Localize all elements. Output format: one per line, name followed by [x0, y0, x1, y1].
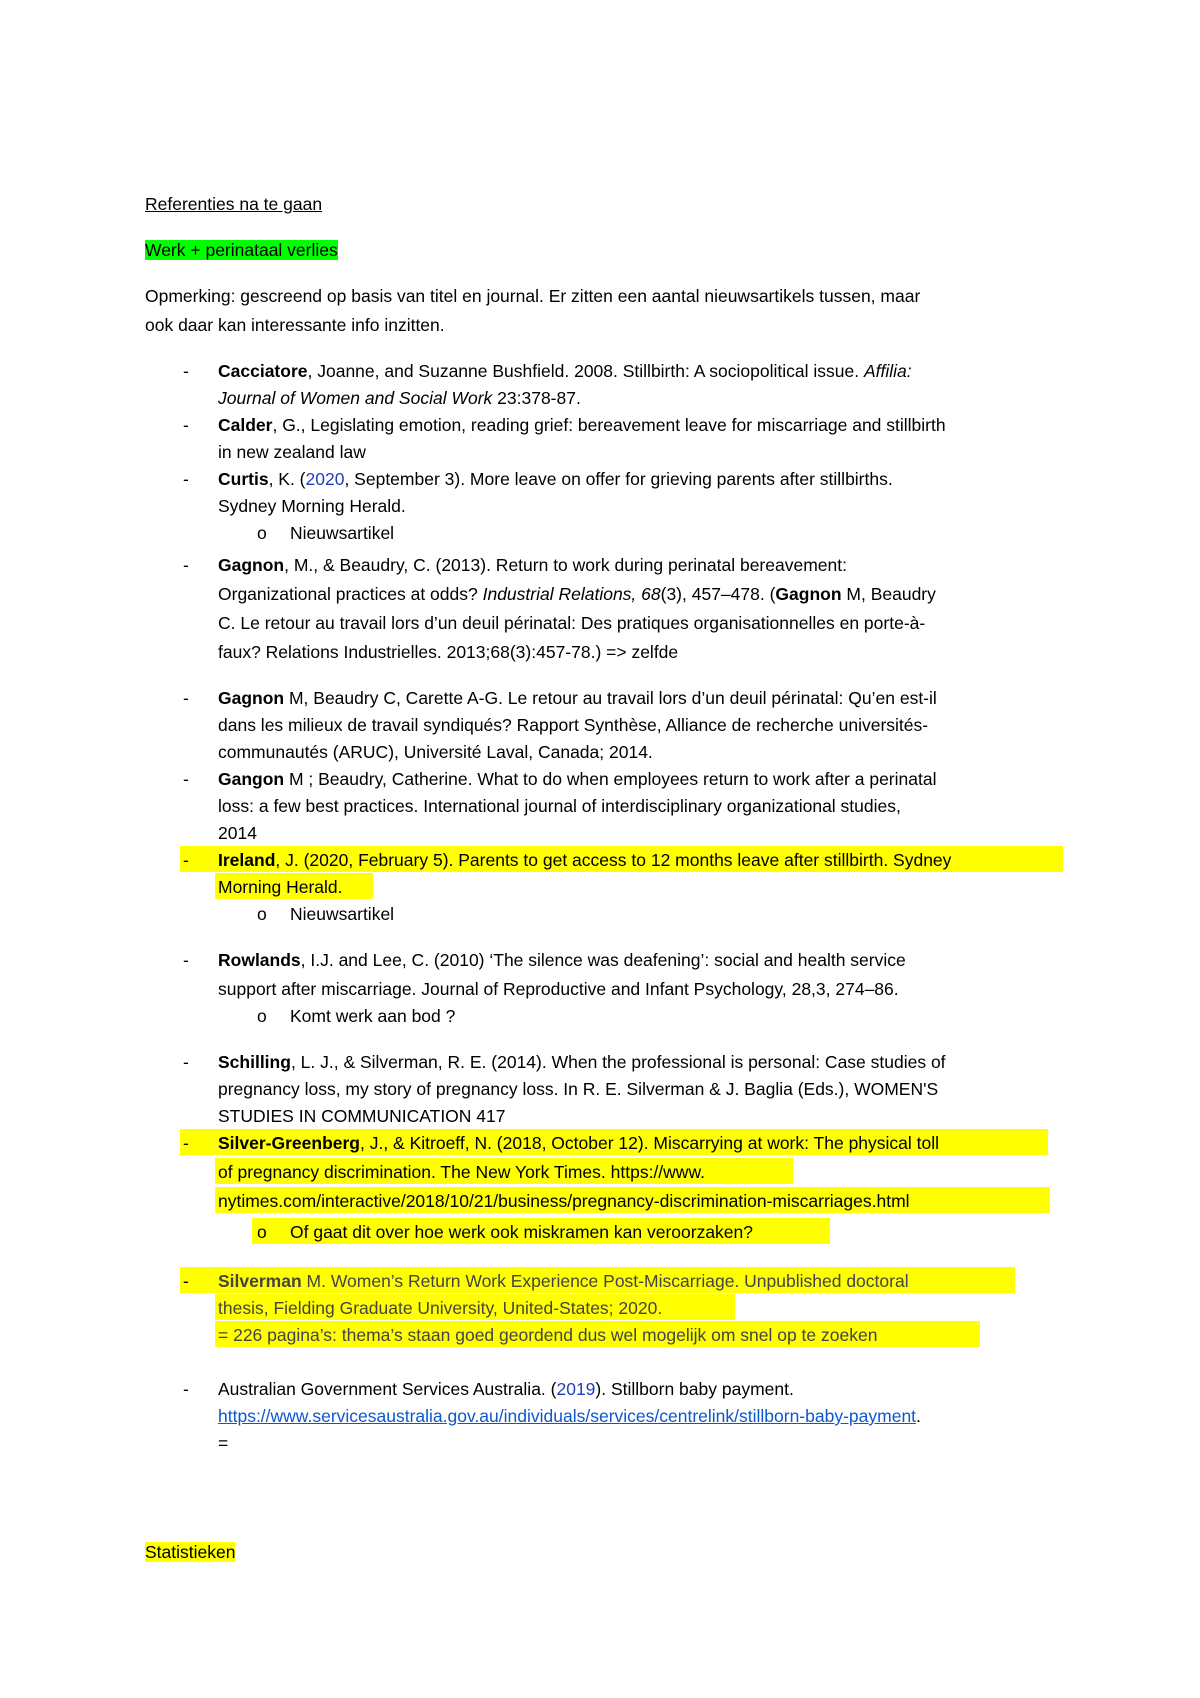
list-bullet: -: [183, 1133, 189, 1153]
ref-gagnon-2013-line3: C. Le retour au travail lors d’un deuil périnatal: Des pratiques organisationnelles en porte-à-: [218, 613, 926, 633]
ref-australian-government-line2: https://www.servicesaustralia.gov.au/individuals/services/centrelink/stillborn-baby-payment.: [218, 1406, 921, 1426]
ref-cacciatore-line2: Journal of Women and Social Work 23:378-87.: [218, 388, 581, 408]
sub-bullet: o: [257, 1006, 267, 1026]
list-bullet: -: [183, 415, 189, 435]
list-bullet: -: [183, 950, 189, 970]
ref-ireland-sub: Nieuwsartikel: [290, 904, 395, 924]
ref-silverman: Silverman M. Women’s Return Work Experience Post-Miscarriage. Unpublished doctoral: [218, 1271, 909, 1291]
ref-ireland-line2: Morning Herald.: [218, 877, 343, 897]
ref-silver-greenberg-line2: of pregnancy discrimination. The New York Times. https://www.: [218, 1162, 705, 1182]
ref-curtis: Curtis, K. (2020, September 3). More leave on offer for grieving parents after stillbirths.: [218, 469, 893, 489]
stillborn-baby-payment-link[interactable]: https://www.servicesaustralia.gov.au/individuals/services/centrelink/stillborn-baby-payment: [218, 1406, 917, 1426]
ref-rowlands-sub: Komt werk aan bod ?: [290, 1006, 456, 1026]
ref-gangon-line3: 2014: [218, 823, 257, 843]
note-line-1: Opmerking: gescreend op basis van titel en journal. Er zitten een aantal nieuwsartikels tussen, maar: [145, 286, 921, 306]
list-bullet: -: [183, 1052, 189, 1072]
ref-gagnon-2014-line3: communautés (ARUC), Université Laval, Canada; 2014.: [218, 742, 653, 762]
ref-silver-greenberg: Silver-Greenberg, J., & Kitroeff, N. (2018, October 12). Miscarrying at work: The physical toll: [218, 1133, 940, 1153]
ref-calder: Calder, G., Legislating emotion, reading grief: bereavement leave for miscarriage and stillbirth: [218, 415, 946, 435]
ref-gagnon-2013-line2: Organizational practices at odds? Industrial Relations, 68(3), 457–478. (Gagnon M, Beaudry: [218, 584, 936, 604]
sub-bullet: o: [257, 523, 267, 543]
list-bullet: -: [183, 688, 189, 708]
ref-curtis-line2: Sydney Morning Herald.: [218, 496, 406, 516]
list-bullet: -: [183, 769, 189, 789]
ref-silverman-line3: = 226 pagina’s: thema’s staan goed geordend dus wel mogelijk om snel op te zoeken: [218, 1325, 878, 1345]
ref-schilling-line3: STUDIES IN COMMUNICATION 417: [218, 1106, 506, 1126]
page-heading: Referenties na te gaan: [145, 194, 323, 214]
ref-gagnon-2014-line2: dans les milieux de travail syndiqués? Rapport Synthèse, Alliance de recherche universités-: [218, 715, 929, 735]
list-bullet: -: [183, 361, 189, 381]
ref-schilling: Schilling, L. J., & Silverman, R. E. (2014). When the professional is personal: Case studies of: [218, 1052, 946, 1072]
section-heading-werk: Werk + perinataal verlies: [145, 240, 338, 260]
list-bullet: -: [183, 1271, 189, 1291]
ref-gagnon-2014: Gagnon M, Beaudry C, Carette A-G. Le retour au travail lors d’un deuil périnatal: Qu’en est-il: [218, 688, 937, 708]
sub-bullet: o: [257, 1222, 267, 1242]
list-bullet: -: [183, 1379, 189, 1399]
ref-australian-government: Australian Government Services Australia. (2019). Stillborn baby payment.: [218, 1379, 794, 1399]
section-heading-statistieken: Statistieken: [145, 1542, 236, 1562]
sub-bullet: o: [257, 904, 267, 924]
ref-silver-greenberg-line3: nytimes.com/interactive/2018/10/21/business/pregnancy-discrimination-miscarriages.html: [218, 1191, 910, 1211]
note-line-2: ook daar kan interessante info inzitten.: [145, 315, 445, 335]
list-bullet: -: [183, 469, 189, 489]
ref-curtis-sub: Nieuwsartikel: [290, 523, 395, 543]
list-bullet: -: [183, 555, 189, 575]
ref-ireland: Ireland, J. (2020, February 5). Parents to get access to 12 months leave after stillbirth. Sydney: [218, 850, 952, 870]
ref-gagnon-2013: Gagnon, M., & Beaudry, C. (2013). Return to work during perinatal bereavement:: [218, 555, 847, 575]
ref-calder-line2: in new zealand law: [218, 442, 366, 462]
ref-australian-government-line3: =: [218, 1433, 229, 1453]
ref-silver-greenberg-sub: Of gaat dit over hoe werk ook miskramen kan veroorzaken?: [290, 1222, 753, 1242]
ref-schilling-line2: pregnancy loss, my story of pregnancy loss. In R. E. Silverman & J. Baglia (Eds.), WOMEN'S: [218, 1079, 939, 1099]
ref-gangon-line2: loss: a few best practices. International journal of interdisciplinary organizational studies,: [218, 796, 901, 816]
ref-rowlands: Rowlands, I.J. and Lee, C. (2010) ‘The silence was deafening’: social and health service: [218, 950, 906, 970]
ref-rowlands-line2: support after miscarriage. Journal of Reproductive and Infant Psychology, 28,3, 274–86.: [218, 979, 899, 999]
ref-gagnon-2013-line4: faux? Relations Industrielles. 2013;68(3):457-78.) => zelfde: [218, 642, 679, 662]
ref-gangon: Gangon M ; Beaudry, Catherine. What to do when employees return to work after a perinatal: [218, 769, 937, 789]
ref-cacciatore: Cacciatore, Joanne, and Suzanne Bushfield. 2008. Stillbirth: A sociopolitical issue. Affilia:: [218, 361, 912, 381]
ref-silverman-line2: thesis, Fielding Graduate University, United-States; 2020.: [218, 1298, 663, 1318]
list-bullet: -: [183, 850, 189, 870]
